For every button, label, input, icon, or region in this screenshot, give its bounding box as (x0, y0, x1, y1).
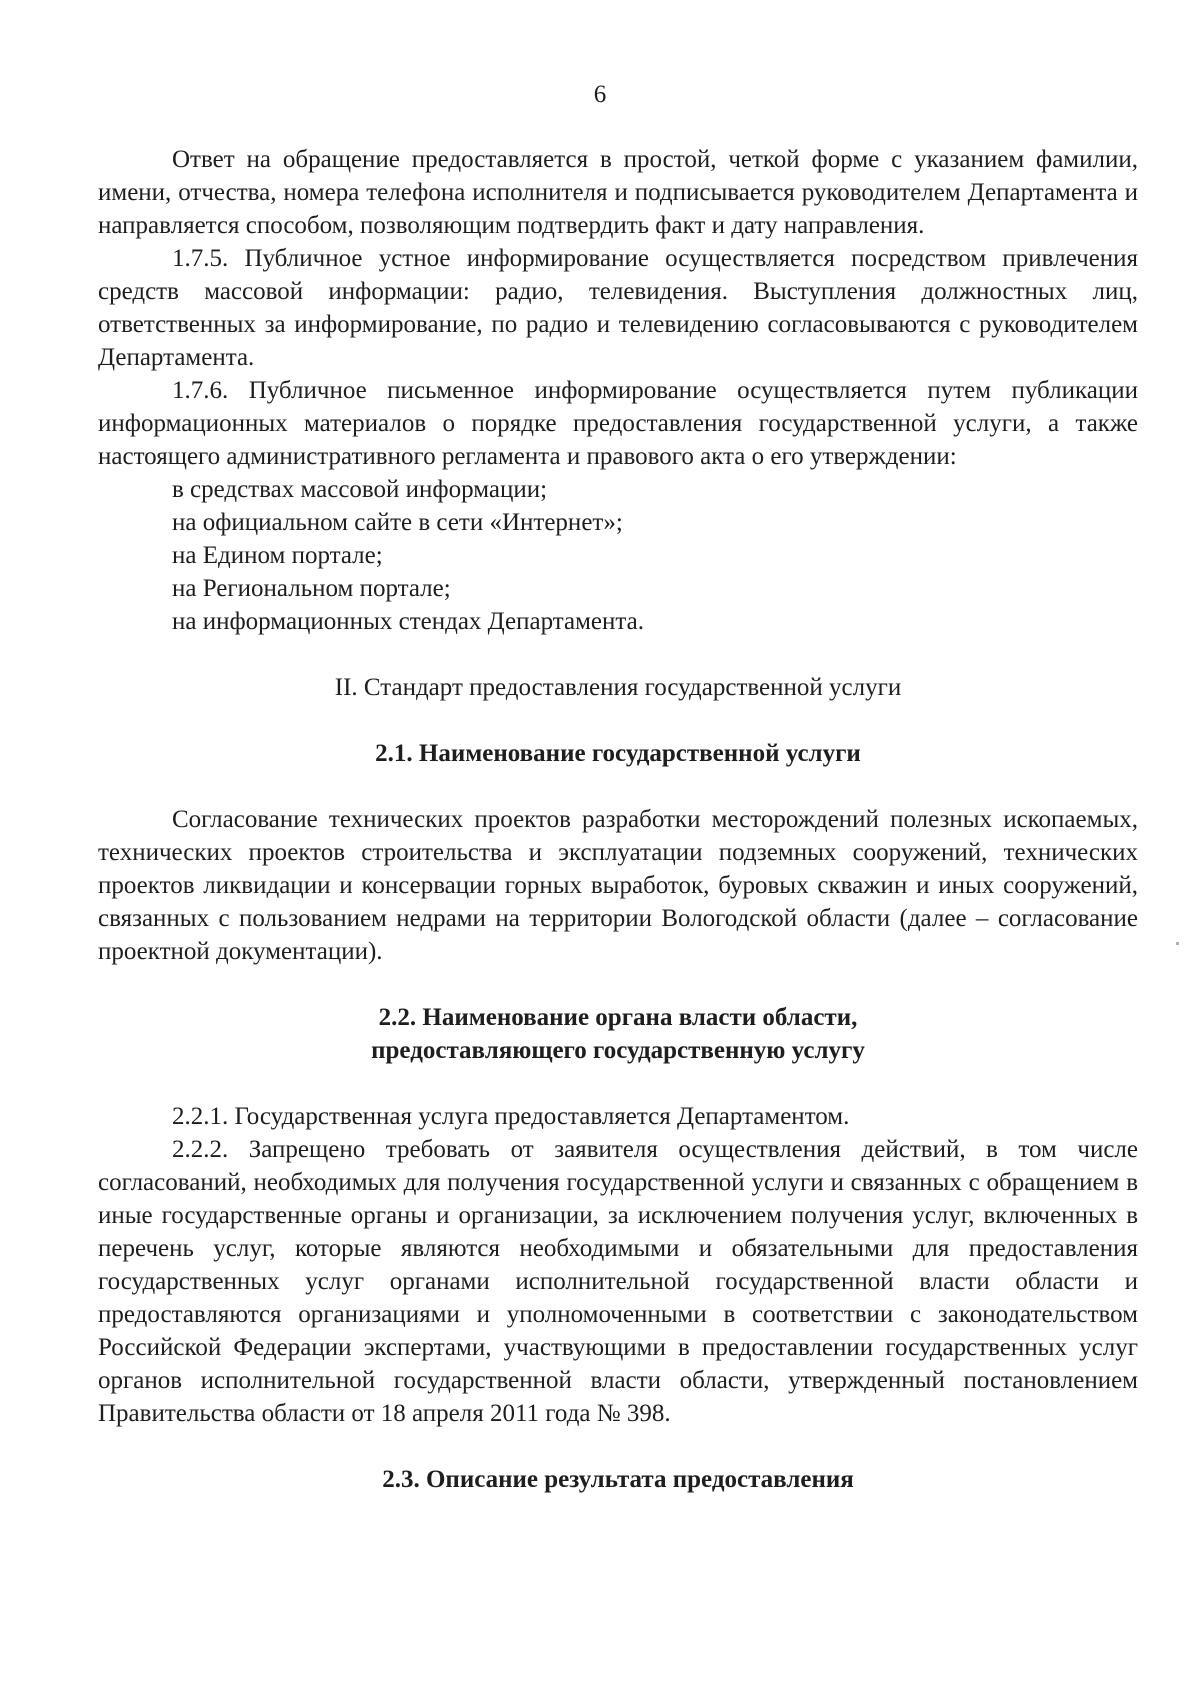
heading-2-3: 2.3. Описание результата предоставления (382, 1466, 854, 1493)
list-item: на информационных стендах Департамента. (172, 608, 644, 635)
list-item: в средствах массовой информации; (172, 476, 548, 503)
scan-speck (1176, 942, 1179, 945)
paragraph-2-2-1: 2.2.1. Государственная услуга предоставляется Департаментом. (172, 1103, 850, 1130)
heading-2-2-line2: предоставляющего государственную услугу (371, 1037, 865, 1064)
heading-2-1: 2.1. Наименование государственной услуги (375, 740, 861, 767)
paragraph-1-7-6: 1.7.6. Публичное письменное информирование осуществляется путем публикации информационных материалов о порядке предоставления государственной услуги, а также настоящего административного регламента и правового акта о его утверждении: (98, 377, 1138, 470)
document-body (98, 143, 1138, 1496)
section-title: II. Стандарт предоставления государственной услуги (334, 674, 902, 701)
paragraph-2-2-2: 2.2.2. Запрещено требовать от заявителя осуществления действий, в том числе согласований, необходимых для получения государственной услуги и связанных с обращением в иные государственные органы и организации, за исключением получения услуг, включенных в перечень услуг, которые являются необходимыми и обязательными для предоставления государственных услуг органами исполнительной государственной власти области и предоставляются организациями и уполномоченными в соответствии с законодательством Российской Федерации экспертами, участвующими в предоставлении государственных услуг органов исполнительной государственной власти области, утвержденный постановлением Правительства области от 18 апреля 2011 года № 398. (98, 1136, 1138, 1427)
list-item: на Едином портале; (172, 542, 383, 569)
heading-2-2-line1: 2.2. Наименование органа власти области, (378, 1004, 858, 1031)
paragraph-answer: Ответ на обращение предоставляется в простой, четкой форме с указанием фамилии, имени, отчества, номера телефона исполнителя и подписывается руководителем Департамента и направляется способом, позволяющим подтвердить факт и дату направления. (98, 146, 1138, 239)
list-item: на Региональном портале; (172, 575, 451, 602)
paragraph-1-7-5: 1.7.5. Публичное устное информирование осуществляется посредством привлечения средств массовой информации: радио, телевидения. Выступления должностных лиц, ответственных за информирование, по радио и телевидению согласовываются с руководителем Департамента. (98, 245, 1138, 371)
list-item: на официальном сайте в сети «Интернет»; (172, 509, 623, 536)
page-number: 6 (593, 81, 607, 108)
paragraph-2-1: Согласование технических проектов разработки месторождений полезных ископаемых, технических проектов строительства и эксплуатации подземных сооружений, технических проектов ликвидации и консервации горных выработок, буровых скважин и иных сооружений, связанных с пользованием недрами на территории Вологодской области (далее – согласование проектной документации). (98, 806, 1138, 965)
